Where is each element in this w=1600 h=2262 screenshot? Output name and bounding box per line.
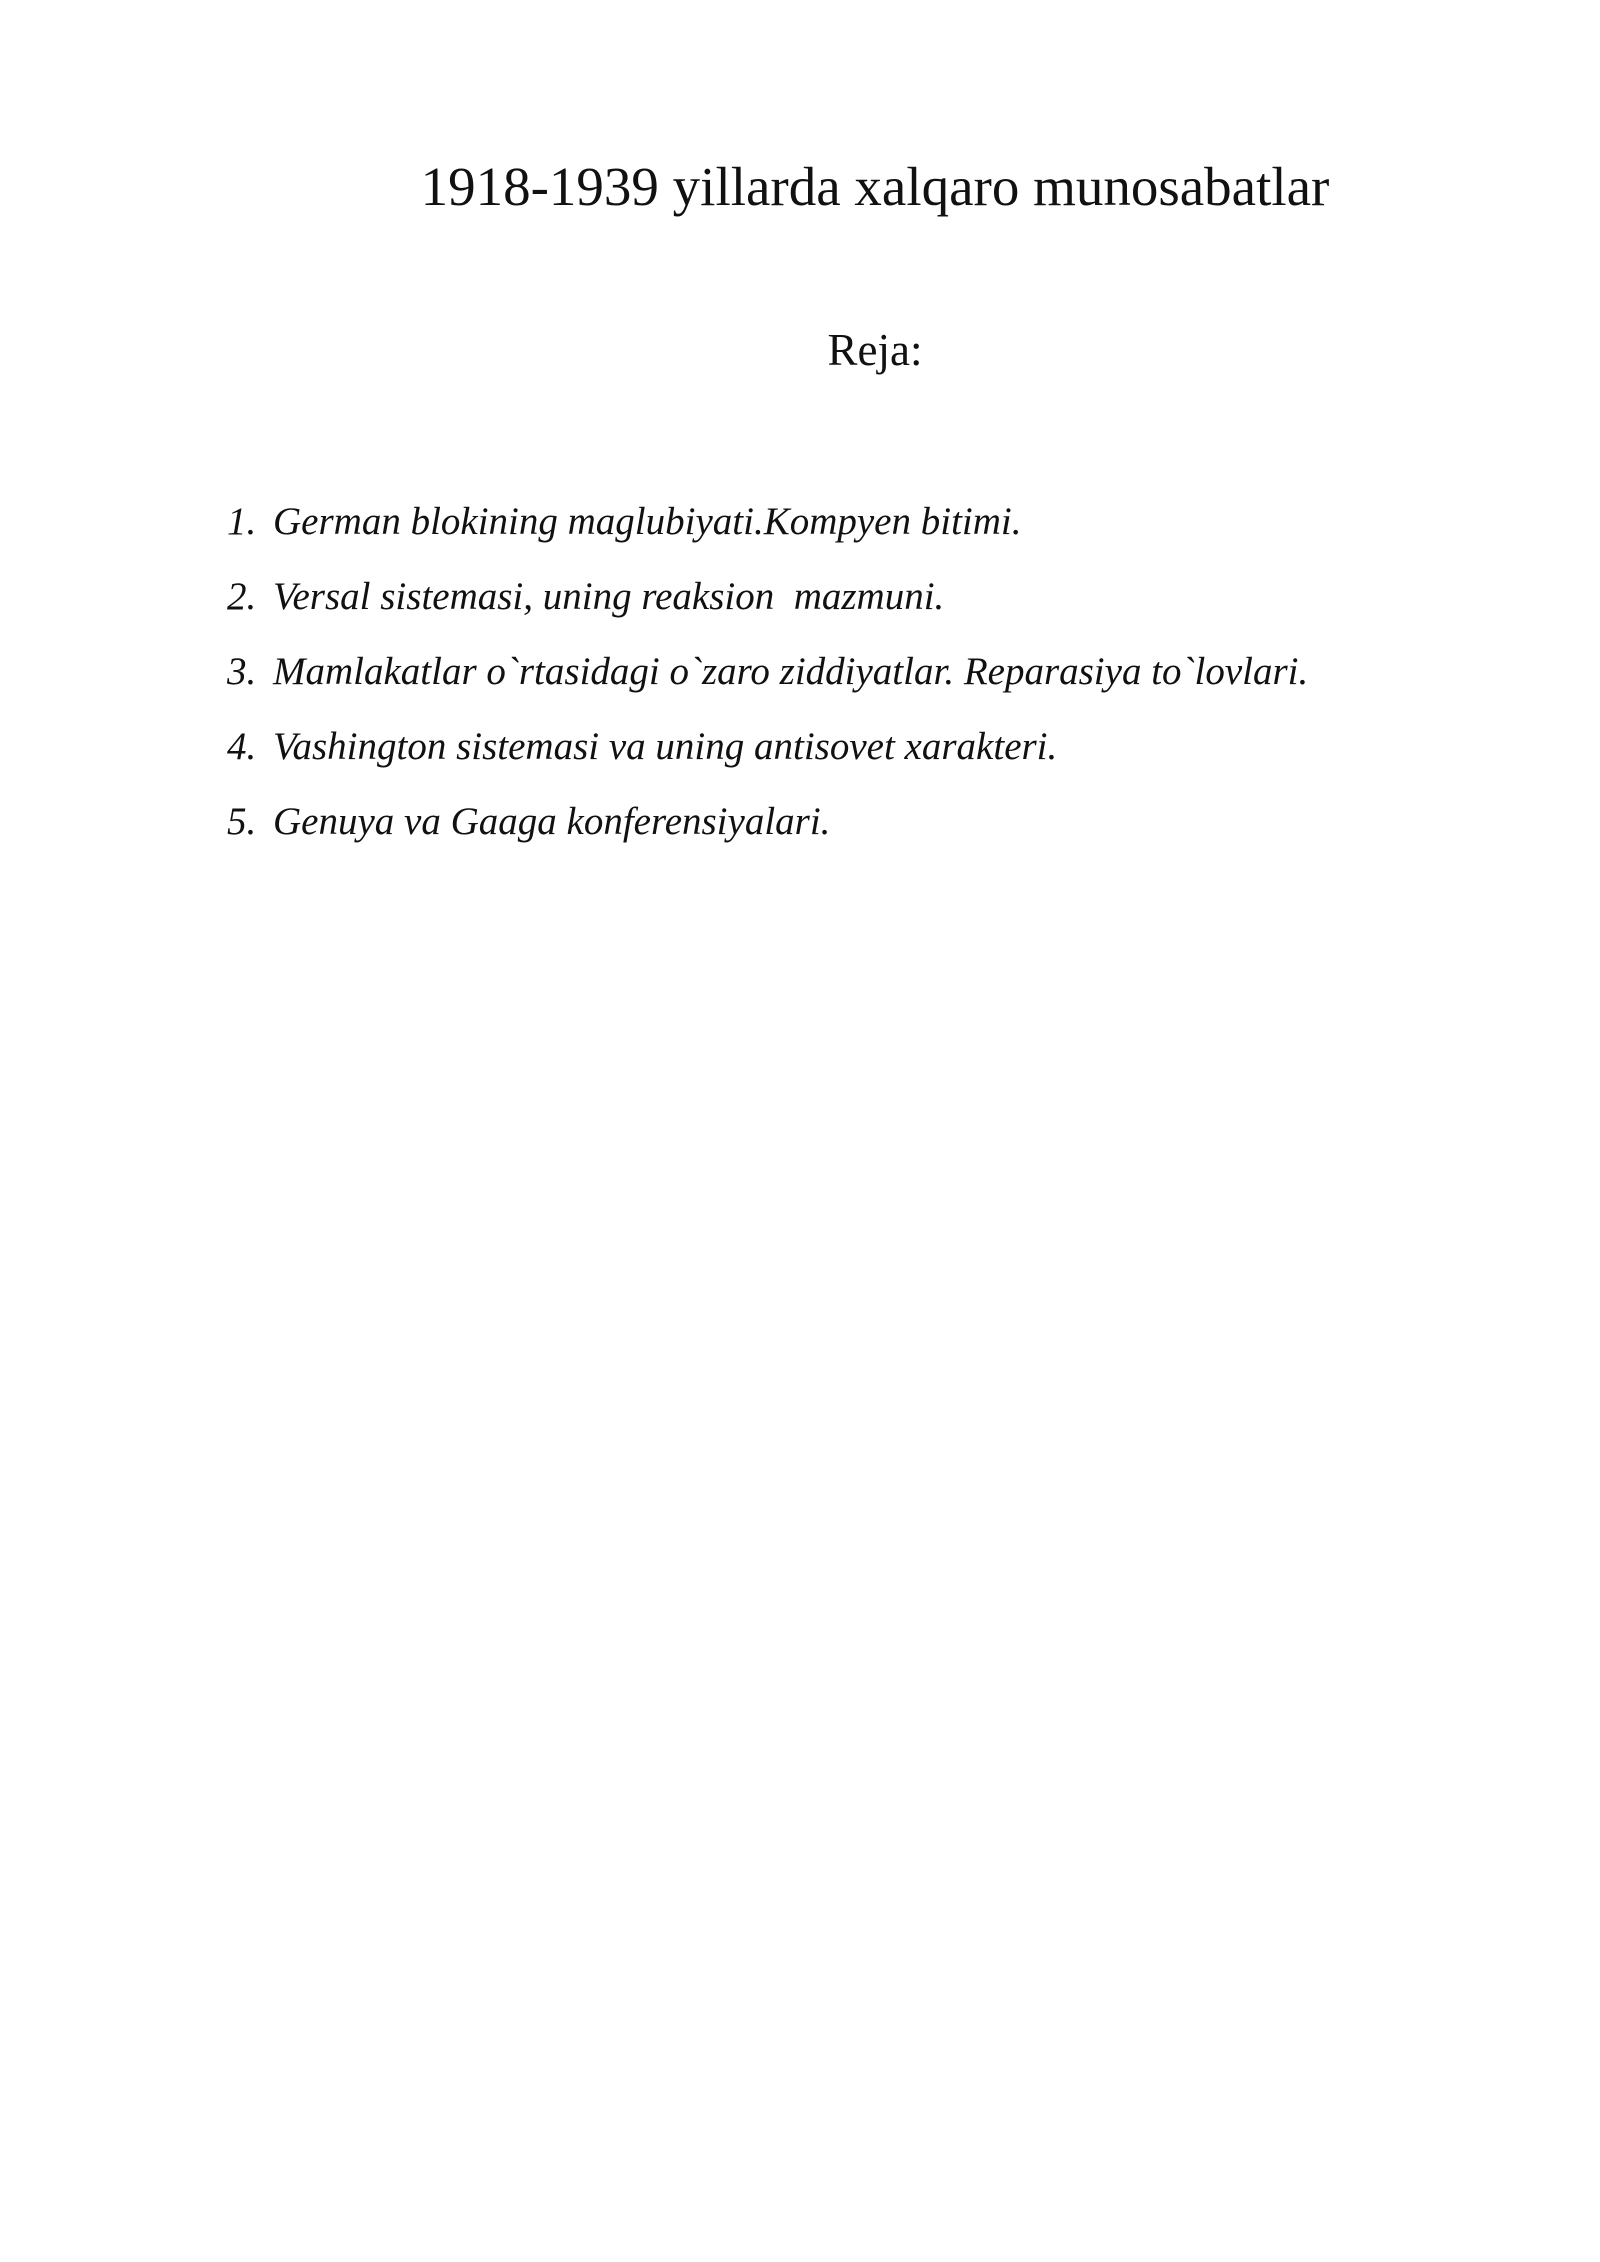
list-item [227,709,1308,784]
list-item-number: 2. [227,575,257,618]
list-item-number: 1. [227,500,257,543]
plan-heading: Reja: [827,325,923,375]
list-item [227,634,1308,709]
list-item-number: 4. [227,725,257,768]
page-title: 1918-1939 yillarda xalqaro munosabatlar [420,156,1330,217]
list-item-number: 3. [227,650,257,693]
list-item-text: Versal sistemasi, uning reaksion mazmuni. [273,575,945,618]
list-item-text: Genuya va Gaaga konferensiyalari. [273,800,831,843]
plan-list [227,484,1308,859]
list-item [227,784,1308,859]
list-item-text: Mamlakatlar o`rtasidagi o`zaro ziddiyatlar. Reparasiya to`lovlari. [273,650,1309,693]
list-item [227,559,1308,634]
list-item-text: Vashington sistemasi va uning antisovet xarakteri. [273,725,1058,768]
list-item [227,484,1308,559]
list-item-text: German blokining maglubiyati.Kompyen bitimi. [273,500,1022,543]
list-item-number: 5. [227,800,257,843]
